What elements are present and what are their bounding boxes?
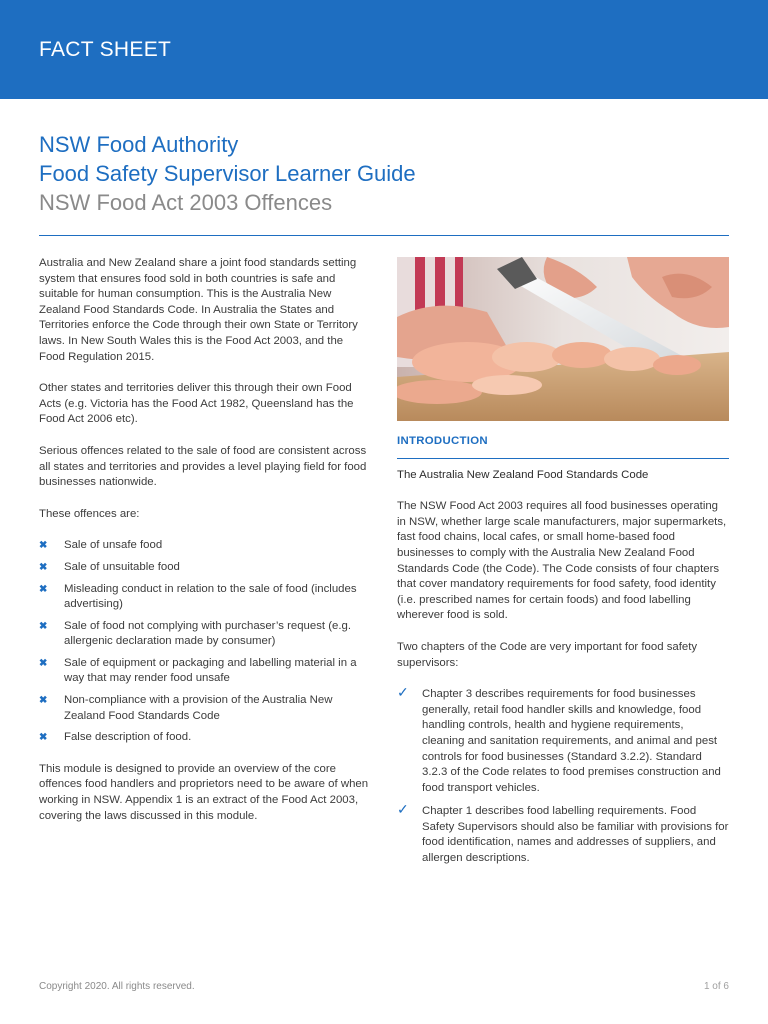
offences-lead-in: These offences are: (39, 507, 140, 520)
page-title-guide: Food Safety Supervisor Learner Guide (39, 161, 416, 186)
code-subheading: The Australia New Zealand Food Standards Code (397, 468, 649, 481)
chapters-list (397, 684, 729, 867)
title-block (39, 130, 729, 217)
right-column (397, 434, 729, 875)
copyright-notice: Copyright 2020. All rights reserved. (39, 981, 195, 992)
offences-list (39, 538, 369, 746)
two-chapters-paragraph: Two chapters of the Code are very important for food safety supervisors: (397, 640, 698, 669)
page-number: 1 of 6 (703, 981, 729, 992)
list-item: ✖ Misleading conduct in relation to the sale of food (includes advertising) (39, 582, 357, 611)
check-icon: ✓ (397, 684, 409, 701)
banner-label: FACT SHEET (39, 38, 172, 61)
list-item: ✖ Non-compliance with a provision of the Australia New Zealand Food Standards Code (39, 694, 333, 722)
other-states-paragraph: Other states and territories deliver this through their own Food Acts (e.g. Victoria has the Food Act 1982, Queensland has the Food Act 2006 etc). (39, 382, 354, 426)
cross-bullet-icon: ✖ (39, 732, 48, 744)
cross-bullet-icon: ✖ (39, 657, 48, 669)
cross-bullet-icon: ✖ (39, 695, 48, 707)
list-item: ✖ Sale of unsafe food (39, 538, 369, 554)
food-act-paragraph: The NSW Food Act 2003 requires all food businesses operating in NSW, whether large scale manufacturers, major supermarkets, fast food chains, local cafes, or small home-based food businesses to comply with the Australia New Zealand Food Standards Code (the Code). The Code consists of four chapters that cover mandatory requirements for food safety, food identity (i.e. prescribed names for certain foods) and food labelling wherever food is sold. (397, 500, 727, 622)
list-item: ✖ Sale of unsuitable food (39, 560, 369, 576)
cross-bullet-icon: ✖ (39, 583, 48, 595)
list-item: ✖ Sale of equipment or packaging and labelling material in a way that may render food unsafe (39, 656, 357, 685)
list-item: ✖ Sale of food not complying with purchaser’s request (e.g. allergenic declaration made by consumer) (39, 619, 352, 648)
list-item: ✓ Chapter 3 describes requirements for food businesses generally, retail food handler skills and knowledge, food handling controls, health and hygiene requirements, cleaning and sanitation requirements, and animal and pest controls for food businesses (Standard 3.2.2). Standard 3.2.3 of the Code relates to food premises construction and food transport vehicles. (397, 684, 721, 794)
intro-paragraph: Australia and New Zealand share a joint food standards setting system that ensures food sold in both countries is safe and suitable for human consumption. This is the Australia New Zealand Food Standards Code. In Australia the States and Territories enforce the Code through their own State or Territory laws. In New South Wales this is the Food Act 2003, and the Food Regulation 2015. (39, 257, 358, 363)
cross-bullet-icon: ✖ (39, 540, 48, 552)
page-title-organisation: NSW Food Authority (39, 132, 239, 157)
cross-bullet-icon: ✖ (39, 620, 48, 632)
serious-offences-paragraph: Serious offences related to the sale of food are consistent across all states and territories and provides a level playing field for food businesses nationwide. (39, 444, 367, 489)
left-column (39, 256, 369, 840)
introduction-heading: INTRODUCTION (397, 434, 729, 459)
module-overview-paragraph: This module is designed to provide an overview of the core offences food handlers and proprietors need to be aware of when working in NSW. Appendix 1 is an extract of the Food Act 2003, covering the laws discussed in this module. (39, 762, 369, 822)
title-divider (39, 235, 729, 236)
fact-sheet-banner (0, 0, 768, 99)
list-item: ✖ False description of food. (39, 730, 369, 746)
check-icon: ✓ (397, 801, 409, 818)
food-handling-photo (397, 257, 729, 421)
page-subtitle: NSW Food Act 2003 Offences (39, 190, 333, 215)
list-item: ✓ Chapter 1 describes food labelling requirements. Food Safety Supervisors should also be familiar with provisions for food identification, names and addresses of suppliers, and allergen descriptions. (397, 801, 729, 865)
cross-bullet-icon: ✖ (39, 561, 48, 573)
